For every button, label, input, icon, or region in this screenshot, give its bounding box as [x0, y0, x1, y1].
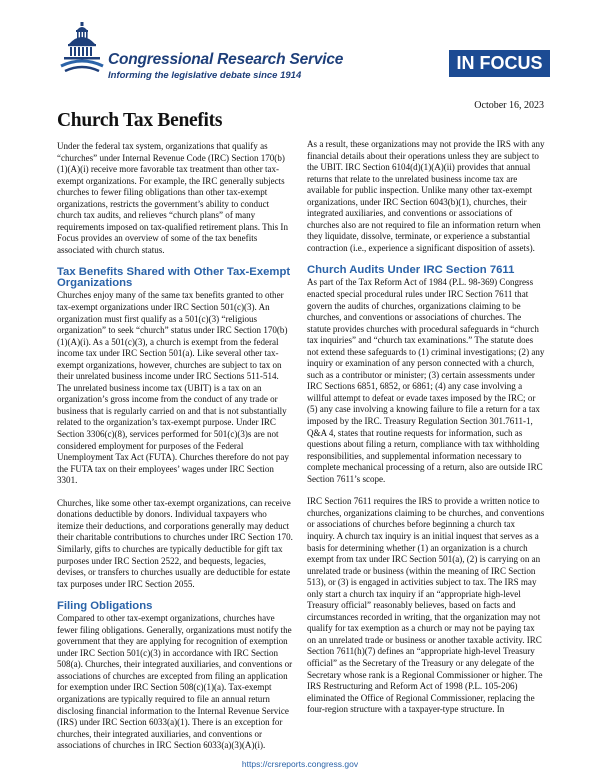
organization-tagline: Informing the legislative debate since 1914	[108, 70, 302, 81]
section-heading-church-audits: Church Audits Under IRC Section 7611	[307, 264, 515, 277]
section-heading-shared-benefits: Tax Benefits Shared with Other Tax-Exempt Organizations	[57, 266, 291, 290]
intro-paragraph: Under the federal tax system, organizations that qualify as “churches” under Internal Revenue Code (IRC) Section 170(b)(1)(A)(i) receive more favorable tax treatment than other tax-exempt organizations. For example, the IRC generally subjects churches to fewer filing obligations than other tax-exempt organizations, restricts the government’s ability to conduct church tax audits, and relieves “church plans” of many requirements imposed on tax-qualified retirement plans. This In Focus provides an overview of some of the tax benefits associated with church status.	[57, 141, 288, 255]
capitol-dome-logo-icon	[60, 22, 104, 72]
publication-date: October 16, 2023	[474, 100, 544, 111]
shared-benefits-paragraph-2: Churches, like some other tax-exempt organizations, can receive donations deductible by donors. Individual taxpayers who itemize their deductions, and corporations generally may deduct their charitable contributions to churches under IRC Section 170. Similarly, gifts to churches are typically deductible for gift tax purposes under IRC Section 2522, and bequests, legacies, devises, or transfers to churches usually are deductible for estate tax purposes under IRC Section 2055.	[57, 497, 293, 589]
right-column	[307, 139, 545, 727]
section-heading-filing-obligations: Filing Obligations	[57, 600, 153, 613]
church-audits-paragraph-1: As part of the Tax Reform Act of 1984 (P.L. 98-369) Congress enacted special procedural rules under IRC Section 7611 that govern the audits of churches, organizations claiming to be churches, and conventions or associations of churches. The statute provides churches with procedural safeguards in “church tax inquiries” and “church tax examinations.” The statute does not extend these safeguards to (1) criminal investigations; (2) any inquiry or examination of any person connected with a church, such as a contributor or minister; (3) certain assessments under IRC Sections 6851, 6852, or 6861; (4) any case involving a willful attempt to defeat or evade taxes imposed by the IRC; or (5) any case involving a knowing failure to file a return for a tax imposed by the IRC. Treasury Regulation Section 301.7611-1, Q&A 4, states that routine requests for information, such as questions about filing a return, compliance with tax withholding responsibilities, and supplemental information necessary to complete mechanical processing of a return, also are outside IRC Section 7611’s scope.	[307, 277, 545, 484]
in-focus-badge: IN FOCUS	[449, 50, 550, 77]
organization-name: Congressional Research Service	[108, 51, 344, 68]
header	[0, 0, 600, 95]
filing-obligations-paragraph: Compared to other tax-exempt organizations, churches have fewer filing obligations. Generally, organizations must notify the government that they are applying for recognition of exemption under IRC Section 501(c)(3) in accordance with IRC Section 508(a). Churches, their integrated auxiliaries, and conventions or associations of churches are excepted from filing an application for exemption under IRC Section 508(c)(1)(a). Tax-exempt organizations are typically required to file an annual return disclosing financial information to the Internal Revenue Service (IRS) under IRC Section 6033(a)(1). There is an exception for churches, their integrated auxiliaries, and conventions or associations of churches in IRC Section 6033(a)(3)(A)(i).	[57, 613, 293, 751]
footer-url-link[interactable]: https://crsreports.congress.gov	[241, 759, 359, 769]
left-column	[57, 141, 294, 763]
church-audits-paragraph-2: IRC Section 7611 requires the IRS to provide a written notice to churches, organizations claiming to be churches, and conventions or associations of churches before beginning a church tax inquiry. A church tax inquiry is an initial inquest that serves as a basis for determining whether (1) an organization is a church exempt from tax under IRC Section 501(a), (2) is carrying on an unrelated trade or business (within the meaning of IRC Section 513), or (3) is engaged in activities subject to tax. The IRS may only start a church tax inquiry if an “appropriate high-level Treasury official” reasonably believes, based on facts and circumstances recorded in writing, that the organization may not qualify for tax exemption as a church or may not be paying tax on an unrelated trade or business or another taxable activity. IRC Section 7611(h)(7) defines an “appropriate high-level Treasury official” as the Secretary of the Treasury or any delegate of the Secretary whose rank is a Regional Commissioner or higher. The IRS Restructuring and Reform Act of 1998 (P.L. 105-206) eliminated the Office of Regional Commissioner, replacing the four-region structure with a taxpayer-type structure. In	[307, 496, 545, 715]
filing-continued-paragraph: As a result, these organizations may not provide the IRS with any financial details about their operations unless they are subject to the UBIT. IRC Section 6104(d)(1)(A)(ii) provides that annual returns that relate to the unrelated business income tax are available for public inspection. Unlike many other tax-exempt organizations, under IRC Section 6043(b)(1), churches, their integrated auxiliaries, and conventions or associations of churches also are not required to file an information return when they liquidate, dissolve, terminate, or experience a substantial contraction (i.e., experience a significant disposition of assets).	[307, 139, 545, 253]
page-title: Church Tax Benefits	[57, 110, 223, 131]
shared-benefits-paragraph-1: Churches enjoy many of the same tax benefits granted to other tax-exempt organizations under IRC Section 501(c)(3). An organization must first qualify as a 501(c)(3) “religious organization” to seek “church” status under IRC Section 170(b)(1)(A)(i). As a 501(c)(3), a church is exempt from the federal income tax under IRC Section 501(a). Like several other tax-exempt organizations, however, churches are subject to tax on their unrelated business income under IRC Sections 511-514. The unrelated business income tax (UBIT) is a tax on an organization’s gross income from the conduct of any trade or business that is regularly carried on and that is not substantially related to the organization’s tax-exempt purpose. Under IRC Section 3306(c)(8), services performed for 501(c)(3)s are not considered employment for purposes of the Federal Unemployment Tax Act (FUTA). Churches therefore do not pay the FUTA tax on their employees’ wages under IRC Section 3301.	[57, 290, 289, 486]
